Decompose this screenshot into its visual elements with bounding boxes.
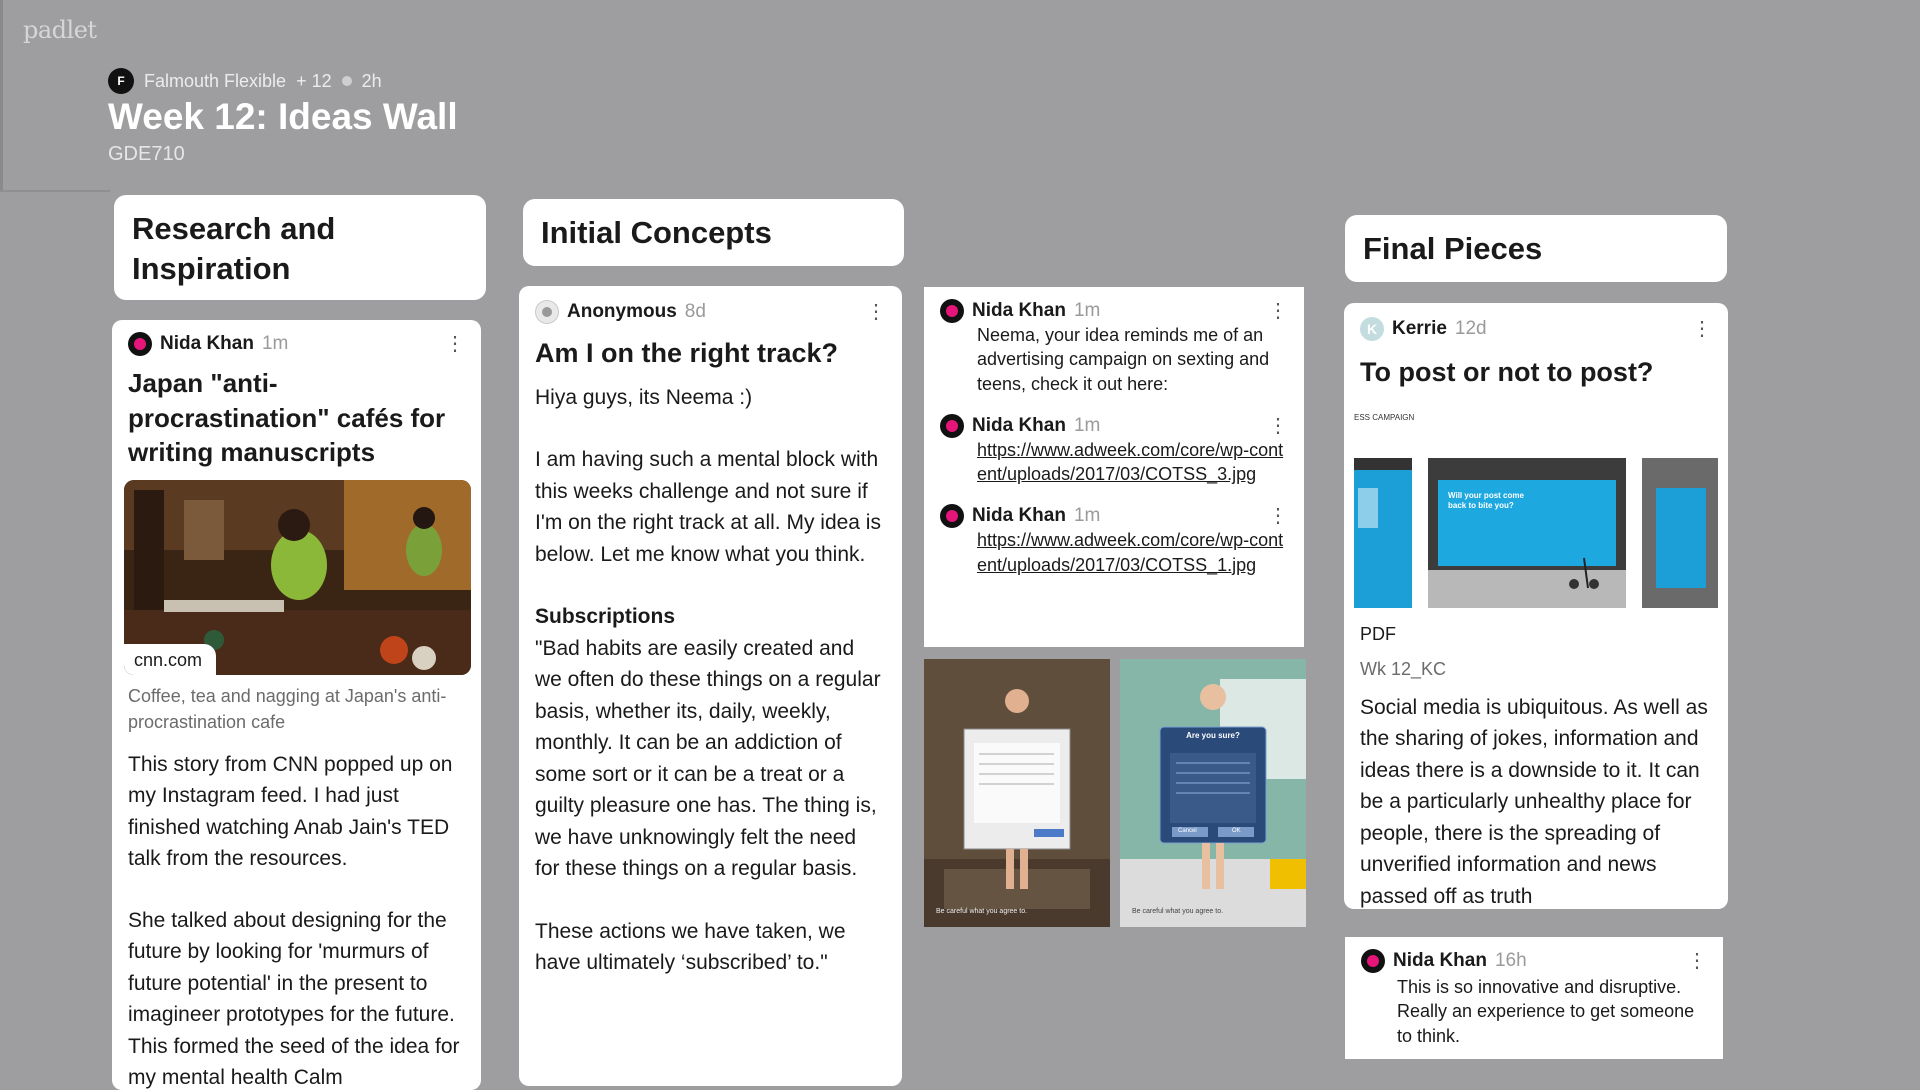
post-time: 8d — [684, 301, 706, 322]
comment-text: This is so innovative and disruptive. Really an experience to get someone to think. — [1397, 977, 1695, 1046]
author-avatar[interactable] — [1361, 949, 1385, 973]
more-options-icon[interactable]: ⋮ — [1268, 300, 1288, 322]
comment-time: 16h — [1494, 950, 1527, 971]
author-avatar[interactable] — [940, 414, 964, 438]
post-body: These actions we have taken, we have ultimately ‘subscribed’ to." — [535, 919, 846, 975]
post-body: "Bad habits are easily created and we often do these things on a regular basis, whether its, daily, weekly, monthly. It can be an addiction of some sort or it can be a treat or a guilty pleasure one has. The thing is, we have unknowingly felt the need for these things on a regular basis. — [535, 636, 881, 881]
more-options-icon[interactable]: ⋮ — [1687, 950, 1707, 972]
post-greeting: Hiya guys, its Neema :) — [535, 385, 753, 409]
owner-name[interactable]: Falmouth Flexible — [144, 70, 287, 91]
author-name[interactable]: Nida Khan — [972, 505, 1066, 527]
padlet-logo[interactable]: padlet — [23, 16, 97, 44]
ad-illustration — [924, 659, 1110, 927]
ad-image-right[interactable] — [1120, 659, 1306, 927]
column-header-initial-concepts[interactable]: Initial Concepts — [523, 199, 904, 266]
author-avatar[interactable] — [128, 332, 152, 356]
post-body: I am having such a mental block with this weeks challenge and not sure if I'm on the right track at all. My idea is below. Let me know what you think. — [535, 448, 881, 566]
link-caption: Coffee, tea and nagging at Japan's anti-procrastination cafe — [128, 685, 447, 732]
comment-item — [924, 287, 1304, 396]
board-title: Week 12: Ideas Wall — [108, 96, 458, 137]
divider — [0, 190, 110, 192]
comment-card — [1345, 937, 1723, 1059]
more-options-icon[interactable]: ⋮ — [1692, 318, 1712, 340]
ad-caption: Be careful what you agree to. — [936, 908, 1028, 915]
post-title: To post or not to post? — [1360, 357, 1654, 387]
board-subtitle: GDE710 — [108, 143, 185, 165]
comment-time: 1m — [1073, 414, 1101, 436]
ad-image-left[interactable] — [924, 659, 1110, 927]
post-body: This story from CNN popped up on my Instagram feed. I had just finished watching Anab Jain's TED talk from the resources. — [128, 752, 453, 871]
column-header-final-pieces[interactable]: Final Pieces — [1345, 215, 1727, 282]
ad-caption: Be careful what you agree to. — [1132, 908, 1224, 915]
more-options-icon[interactable]: ⋮ — [1268, 414, 1288, 437]
post-heading: Subscriptions — [535, 605, 676, 629]
pdf-preview[interactable] — [1344, 403, 1728, 649]
column-header-research[interactable]: Research and Inspiration — [114, 195, 486, 300]
author-name: Anonymous — [567, 301, 677, 322]
billboard-previews — [1344, 458, 1728, 608]
author-name[interactable]: Nida Khan — [972, 414, 1066, 436]
comment-item — [924, 486, 1304, 577]
author-name[interactable]: Nida Khan — [972, 300, 1066, 321]
board-age: 2h — [361, 70, 382, 91]
contributors-count[interactable]: + 12 — [296, 70, 332, 91]
pdf-badge: PDF — [1344, 616, 1416, 649]
author-avatar[interactable]: K — [1360, 317, 1384, 341]
separator-dot — [342, 76, 352, 86]
comment-item — [924, 396, 1304, 487]
author-avatar[interactable] — [940, 299, 964, 323]
comment-link[interactable]: https://www.adweek.com/core/wp-content/uploads/2017/03/COTSS_1.jpg — [977, 530, 1284, 575]
file-name: Wk 12_KC — [1360, 658, 1447, 679]
author-name[interactable]: Nida Khan — [160, 333, 254, 354]
more-options-icon[interactable]: ⋮ — [866, 301, 886, 323]
post-card-research[interactable] — [112, 320, 481, 1090]
link-source[interactable]: cnn.com — [124, 644, 216, 675]
post-time: 1m — [261, 333, 289, 354]
post-body: Social media is ubiquitous. As well as the sharing of jokes, information and ideas there is a downside to it. It can be a particularly unhealthy place for people, there is the spreading of unverified information and news passed off as truth — [1360, 695, 1708, 908]
board-meta — [108, 68, 382, 94]
preview-label: ESS CAMPAIGN — [1354, 412, 1415, 422]
dialog-title: Are you sure? — [1186, 731, 1240, 740]
more-options-icon[interactable]: ⋮ — [1268, 505, 1288, 528]
more-options-icon[interactable]: ⋮ — [445, 333, 465, 355]
comment-link[interactable]: https://www.adweek.com/core/wp-content/uploads/2017/03/COTSS_3.jpg — [977, 439, 1284, 485]
comment-time: 1m — [1073, 505, 1101, 527]
anonymous-avatar — [535, 300, 559, 324]
post-card-final[interactable] — [1344, 303, 1728, 909]
dialog-cancel: Cancel — [1178, 828, 1197, 834]
author-name[interactable]: Kerrie — [1392, 318, 1447, 339]
dialog-ok: OK — [1232, 828, 1241, 834]
comment-time: 1m — [1073, 300, 1101, 321]
billboard-text: Will your post come back to bite you? — [1448, 490, 1524, 510]
post-time: 12d — [1454, 318, 1487, 339]
author-name[interactable]: Nida Khan — [1393, 950, 1487, 971]
divider — [0, 0, 3, 190]
post-title: Am I on the right track? — [535, 338, 839, 368]
post-body: She talked about designing for the future by looking for 'murmurs of future potential' in the present to imagineer prototypes for the future. This formed the seed of the idea for my mental health Calm — [128, 908, 460, 1090]
post-card-concept[interactable] — [519, 286, 902, 1086]
author-avatar[interactable] — [940, 504, 964, 528]
post-title: Japan "anti-procrastination" cafés for writing manuscripts — [128, 368, 446, 468]
comment-text: Neema, your idea reminds me of an advertising campaign on sexting and teens, check it out here: — [977, 325, 1270, 394]
comment-thread — [924, 287, 1304, 647]
link-preview[interactable] — [124, 480, 471, 675]
owner-avatar[interactable]: F — [108, 68, 134, 94]
ad-illustration — [1120, 659, 1306, 927]
